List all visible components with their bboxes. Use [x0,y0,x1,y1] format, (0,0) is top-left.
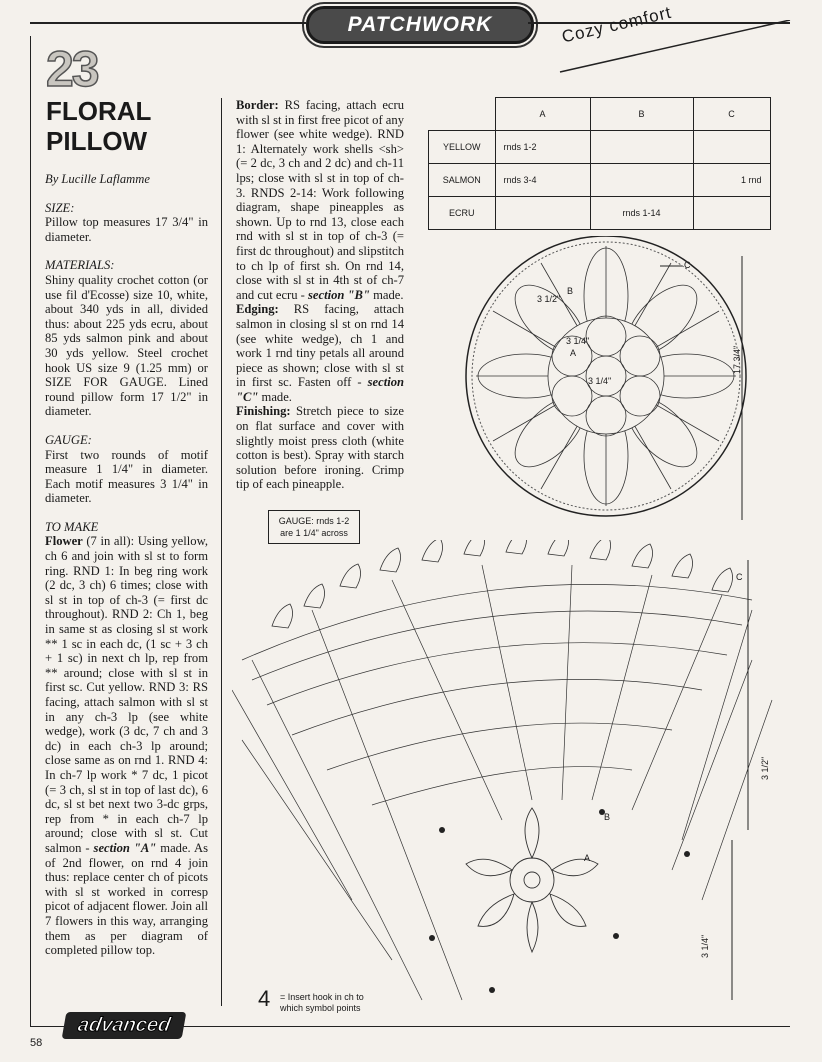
symbol-key [280,992,364,1014]
table-cell [590,131,693,164]
skill-level-badge: advanced [62,1012,187,1039]
header-rule-left [30,22,306,24]
flower-section: section "A" [93,840,157,855]
diagram-dim-total: 17 3/4" [732,345,742,374]
table-cell: rnds 3-4 [495,164,590,197]
edging-section: section "C" [236,375,404,404]
flower-text-2: made. As of 2nd flower, on rnd 4 join thus: replace center ch of picots with sl st worked in corresp picot of adjacent flower. Join all 7 flowers in this way, arranging them as per diagram of completed pillow top. [45,840,208,958]
symbol-key-line-2: which symbol points [280,1003,361,1013]
diagram-label-c: C [684,260,691,270]
chart-dim-2: 3 1/4" [700,934,710,958]
edging-label: Edging: [236,302,279,317]
table-cell: YELLOW [429,131,496,164]
edging-instructions [236,302,404,404]
diagram-dim-a: 3 1/4" [566,336,590,346]
to-make-heading: TO MAKE [45,519,99,534]
chart-dim-1: 3 1/2" [760,756,770,780]
table-cell: ECRU [429,197,496,230]
table-header-cell: C [693,98,770,131]
title-line-2: PILLOW [46,126,148,156]
table-cell [495,197,590,230]
flower-text: (7 in all): Using yellow, ch 6 and join with sl st to form ring. RND 1: In beg ring work (2 dc, 3 ch) 6 times; close with sl st in top of ch-3 (= first dc throughout). RND 2: Ch 1, beg in same st as closing sl st work ** 1 sc in each dc, (1 sc + 3 ch + 1 sc) in next ch lp, rep from ** around; close with sl st in first sc. Cut yellow. RND 3: RS facing, attach salmon with sl st in any ch-3 lp (see white wedge), work (3 dc, 7 ch and 3 dc) in each ch-3 lp around; close same as on rnd 1. RND 4: In ch-7 lp work * 7 dc, 1 picot (= 3 ch, sl st in top of last dc), 6 dc, sl st bet next two 3-dc grps, rep from * in each ch-7 lp around; close with sl st. Cut salmon - [45,534,208,855]
instructions-column-1 [45,172,208,958]
column-divider [221,98,222,1006]
title-line-1: FLORAL [46,96,152,126]
materials-text: Shiny quality crochet cotton (or use fil d'Ecosse) size 10, white, about 340 yds in all, divided thus: about 225 yds ecru, about 85 yds salmon pink and about 30 yds yellow. Steel crochet hook US size 9 (1.25 mm) or SIZE FOR GAUGE. Lined round pillow form 17 1/2" in diameter. [45,272,208,419]
gauge-heading: GAUGE: [45,432,92,447]
gauge-text: First two rounds of motif measure 1 1/4" in diameter. Each motif measures 3 1/4" in diameter. [45,447,208,506]
table-cell: SALMON [429,164,496,197]
symbol-key-line-1: = Insert hook in ch to [280,992,364,1002]
table-cell [693,197,770,230]
flower-instructions [45,534,208,957]
table-cell: 1 rnd [693,164,770,197]
flower-label: Flower [45,534,83,549]
section-title: PATCHWORK [347,13,493,36]
gauge-box-line-1: GAUGE: rnds 1-2 [278,516,350,526]
diagram-label-b: B [567,286,574,296]
edging-text: RS facing, attach salmon in closing sl st on rnd 14 (see white wedge), ch 1 and work 1 rnd tiny petals all around piece as shown; close with sl st in first sc. Fasten off - [236,302,404,390]
chart-label-c: C [736,572,743,582]
border-instructions [236,98,404,302]
table-cell [590,164,693,197]
table-row [429,131,771,164]
border-section: section "B" [308,287,370,302]
section-banner [306,6,534,44]
color-table [428,97,771,230]
chart-label-a: A [584,853,591,863]
pattern-number: 23 [46,41,98,97]
table-cell: rnds 1-14 [590,197,693,230]
table-row [429,197,771,230]
table-row [429,164,771,197]
chart-label-b: B [604,812,611,822]
table-cell: rnds 1-2 [495,131,590,164]
materials-heading: MATERIALS: [45,258,115,273]
diagram-dim-a2: 3 1/4" [588,376,612,386]
tagline-underline [550,20,800,80]
table-header-cell: A [495,98,590,131]
border-text-2: made. [369,287,404,302]
assembly-diagram [460,236,800,536]
border-text: RS facing, attach ecru with sl st in first free picot of any flower (see white wedge). RND 1: Alternately work shells <sh> (= 2 dc, 3 ch and 2 dc) and ch-11 lps; close with sl st in top of ch-3. RNDS 2-14: Work following diagram, shape pineapples as shown. Up to rnd 13, close each rnd with sl st in top of ch-3 (= first dc throughout) and slipstitch to ch lp of first sh. On rnd 14, close with sl st in 4th st of ch-7 and cut ecru - [236,98,404,302]
table-header-cell [429,98,496,131]
tagline: Cozy comfort [560,2,674,47]
finishing-text: Stretch piece to size on flat surface and cover with slightly moist press cloth (white cotton is best). Spray with starch solution before ironing. Crimp tip of each pineapple. [236,404,404,492]
gauge-box-line-2: are 1 1/4" across [280,528,348,538]
table-header-row [429,98,771,131]
size-text: Pillow top measures 17 3/4" in diameter. [45,215,208,244]
edging-text-2: made. [258,389,292,404]
table-header-cell: B [590,98,693,131]
pattern-title [46,96,151,156]
border-label: Border: [236,98,279,112]
diagram-label-a: A [570,348,577,358]
size-heading: SIZE: [45,200,75,215]
finishing-label: Finishing: [236,404,291,419]
insert-hook-symbol: 4 [258,986,271,1011]
gauge-box [268,510,360,544]
left-margin-rule [30,36,31,1026]
author: By Lucille Laflamme [45,172,150,186]
page-number: 58 [30,1037,43,1049]
finishing-instructions [236,404,404,492]
instructions-column-2 [236,98,404,492]
diagram-dim-b: 3 1/2" [537,294,561,304]
table-cell [693,131,770,164]
